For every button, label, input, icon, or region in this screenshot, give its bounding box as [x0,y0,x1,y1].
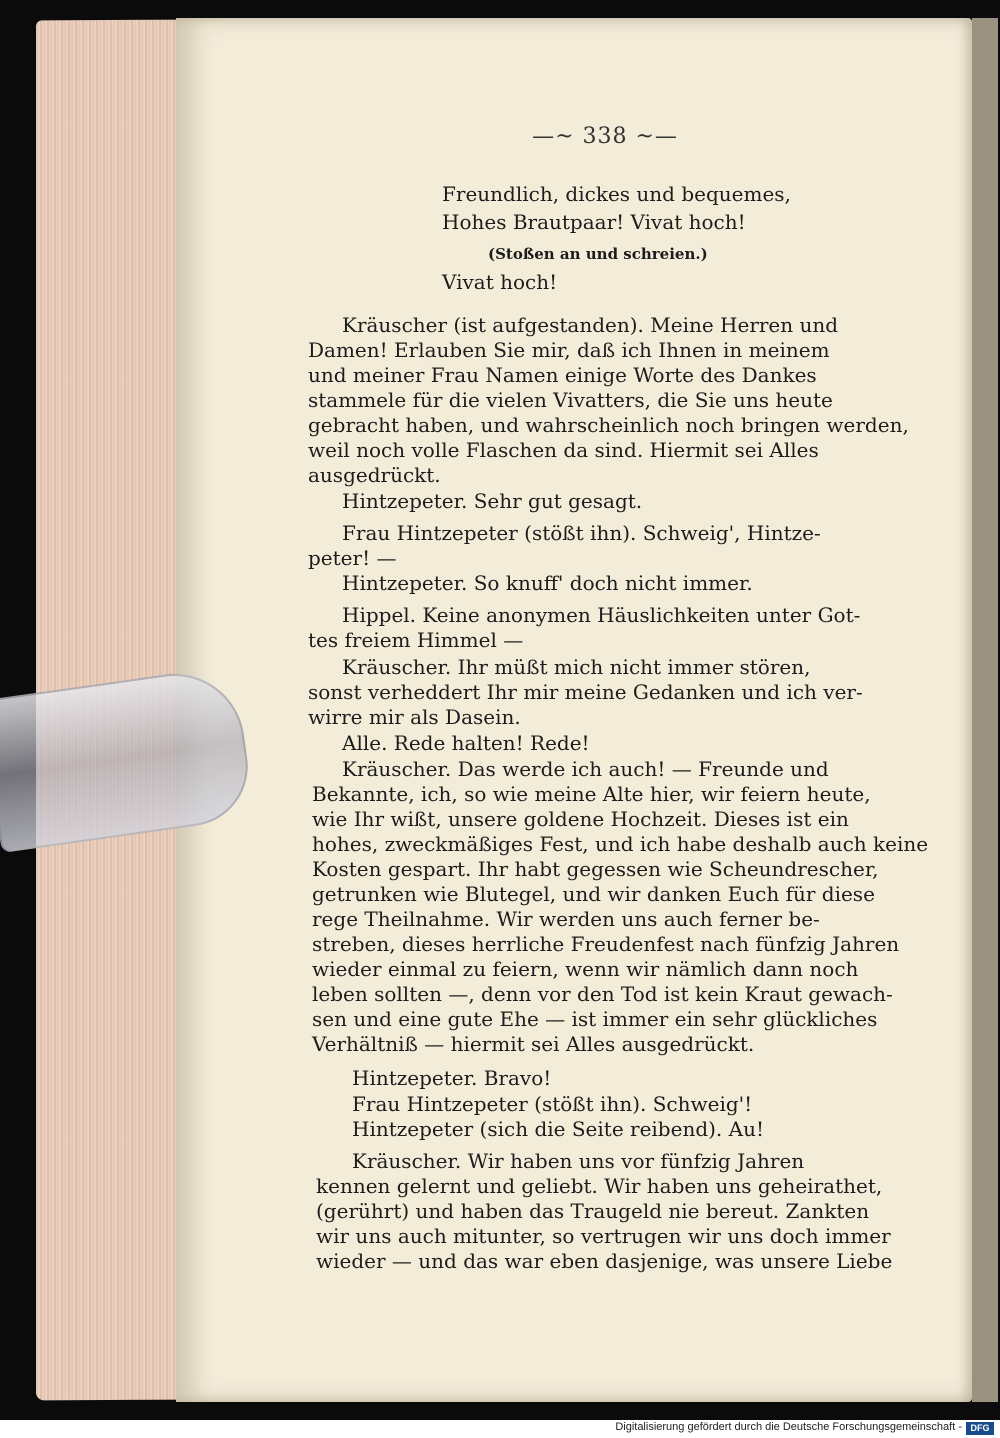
text-line: Hintzepeter. Bravo! [352,1066,552,1090]
dfg-logo: DFG [966,1422,994,1435]
text-line: weil noch volle Flaschen da sind. Hiermit sei Alles [308,438,819,462]
text-line: wieder — und das war eben dasjenige, was unsere Liebe [316,1249,893,1273]
text-line: sen und eine gute Ehe — ist immer ein sehr glückliches [312,1007,878,1031]
text-line: peter! — [308,546,397,570]
text-line: Bekannte, ich, so wie meine Alte hier, wir feiern heute, [312,782,871,806]
text-line: streben, dieses herrliche Freudenfest nach fünfzig Jahren [312,932,900,956]
text-line: Frau Hintzepeter (stößt ihn). Schweig', Hintze- [342,521,821,545]
text-line: Hintzepeter (sich die Seite reibend). Au! [352,1117,765,1141]
text-line: Hintzepeter. So knuff' doch nicht immer. [342,571,753,595]
text-line: Hintzepeter. Sehr gut gesagt. [342,489,643,513]
text-line: Freundlich, dickes und bequemes, [442,182,791,206]
text-line: Damen! Erlauben Sie mir, daß ich Ihnen in meinem [308,338,830,362]
text-line: wieder einmal zu feiern, wenn wir nämlich dann noch [312,957,859,981]
text-line: leben sollten —, denn vor den Tod ist kein Kraut gewach- [312,982,893,1006]
text-line: (gerührt) und haben das Traugeld nie bereut. Zankten [316,1199,870,1223]
text-line: Kräuscher. Das werde ich auch! — Freunde und [342,757,829,781]
page-number: —~ 338 ~— [532,124,678,149]
text-line: Kräuscher. Ihr müßt mich nicht immer stören, [342,655,811,679]
text-line: Kosten gespart. Ihr habt gegessen wie Scheundrescher, [312,857,879,881]
text-line: Frau Hintzepeter (stößt ihn). Schweig'! [352,1092,753,1116]
footer-credit: Digitalisierung gefördert durch die Deutsche Forschungsgemeinschaft - [615,1421,962,1433]
text-line: Hohes Brautpaar! Vivat hoch! [442,210,746,234]
text-line: wir uns auch mitunter, so vertrugen wir uns doch immer [316,1224,891,1248]
text-line: und meiner Frau Namen einige Worte des Dankes [308,363,817,387]
text-line: Hippel. Keine anonymen Häuslichkeiten unter Got- [342,603,861,627]
text-line: Verhältniß — hiermit sei Alles ausgedrückt. [312,1032,755,1056]
text-line: wie Ihr wißt, unsere goldene Hochzeit. Dieses ist ein [312,807,849,831]
text-line: ausgedrückt. [308,463,441,487]
text-line: kennen gelernt und geliebt. Wir haben uns geheirathet, [316,1174,883,1198]
text-line: Alle. Rede halten! Rede! [342,731,590,755]
stage-direction: (Stoßen an und schreien.) [488,245,708,263]
text-line: Kräuscher (ist aufgestanden). Meine Herren und [342,313,839,337]
text-line: gebracht haben, und wahrscheinlich noch bringen werden, [308,413,909,437]
text-line: stammele für die vielen Vivatters, die Sie uns heute [308,388,833,412]
text-line: Kräuscher. Wir haben uns vor fünfzig Jahren [352,1149,805,1173]
footer-bar [0,1420,1000,1438]
text-line: Vivat hoch! [442,270,558,294]
right-margin-strip [972,18,998,1402]
text-line: hohes, zweckmäßiges Fest, und ich habe deshalb auch keine [312,832,929,856]
text-line: tes freiem Himmel — [308,628,524,652]
text-line: getrunken wie Blutegel, und wir danken Euch für diese [312,882,875,906]
text-line: wirre mir als Dasein. [308,705,521,729]
text-line: sonst verheddert Ihr mir meine Gedanken und ich ver- [308,680,863,704]
text-line: rege Theilnahme. Wir werden uns auch ferner be- [312,907,820,931]
